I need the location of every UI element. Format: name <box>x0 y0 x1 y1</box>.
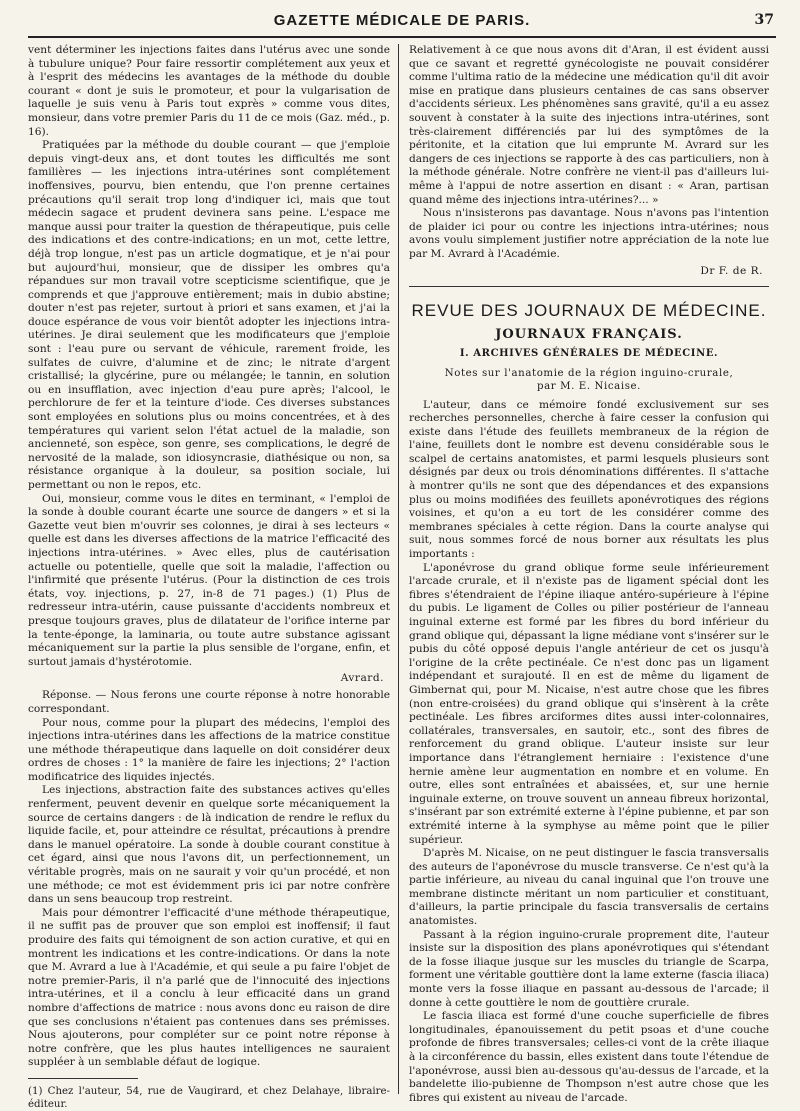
reply-paragraph: Relativement à ce que nous avons dit d'Aran, il est évident aussi que ce savant et regretté gynécologiste ne pouvait considérer comme l'ultima ratio de la médecine une médication qu'il dit avoir mise en pratique dans plusieurs centaines de cas sans observer d'accidents sérieux. Les phénomènes sans gravité, qu'il a eu assez souvent à constater à la suite des injections intra-utérines, sont très-clairement différenciés par lui des symptômes de la péritonite, et la citation que lui emprunte M. Avrard sur les dangers de ces injections se rapporte à des cas particuliers, non à la méthode générale. Notre confrère ne vient-il pas d'ailleurs lui-même à l'appui de notre assertion en disant : « Aran, partisan quand même des injections intra-utérines?... » <box>409 44 769 206</box>
subsection-title: I. ARCHIVES GÉNÉRALES DE MÉDECINE. <box>459 347 719 359</box>
article-paragraph: D'après M. Nicaise, on ne peut distinguer le fascia transversalis des auteurs de l'aponévrose du muscle transverse. Ce n'est qu'à la partie inférieure, au niveau du canal inguinal que l'on trouve une membrane distincte méritant un nom particulier et constituant, d'ailleurs, la partie principale du fascia transversalis de certains anatomistes. <box>409 847 769 928</box>
article-title-line: Notes sur l'anatomie de la région inguino-crurale, <box>444 367 734 379</box>
footnote-divider <box>28 1078 138 1079</box>
article-author: par M. E. Nicaise. <box>536 380 642 392</box>
letter-paragraph: vent déterminer les injections faites dans l'utérus avec une sonde à tubulure unique? Pour faire ressortir complétement aux yeux et à l'esprit des médecins les avantages de la méthode du double courant « dont je suis le promoteur, et pour la vulgarisation de laquelle je suis venu à Paris tout exprès » comme vous dites, monsieur, dans votre premier Paris du 11 de ce mois (Gaz. méd., p. 16). <box>28 44 390 138</box>
article-paragraph: L'aponévrose du grand oblique forme seule inférieurement l'arcade crurale, et il n'existe pas de ligament spécial dont les fibres s'étendraient de l'épine iliaque antéro-supérieure à l'épine du pubis. Le ligament de Colles ou pilier postérieur de l'anneau inguinal externe est formé par les fibres du bord inférieur du grand oblique qui, dépassant la ligne médiane vont s'insérer sur le pubis du côté opposé depuis l'angle antérieur de cet os jusqu'à l'origine de la crête pectinéale. Ce n'est donc pas un ligament indépendant et surajouté. Il en est de même du ligament de Gimbernat qui, pour M. Nicaise, n'est autre chose que les fibres (non entre-croisées) du grand oblique qui s'insèrent à la crête pectinéale. Les fibres arciformes dites aussi inter-colonnaires, collatérales, transversales, en sautoir, etc., sont des fibres de renforcement du grand oblique. L'auteur insiste sur leur importance dans l'étranglement herniaire : l'existence d'une hernie amène leur augmentation en nombre et en volume. En outre, elles sont entraînées et abaissées, et, sur une hernie inguinale externe, on trouve souvent un anneau fibreux horizontal, s'insérant par son extrémité externe à l'épine pubienne, et par son extrémité interne à la symphyse au même point que le pilier supérieur. <box>409 561 769 846</box>
article-title <box>409 367 769 393</box>
left-column <box>28 44 398 1110</box>
running-header <box>28 10 776 38</box>
two-column-body <box>28 44 776 1110</box>
article-paragraph: Le fascia iliaca est formé d'une couche superficielle de fibres longitudinales, épanouissement du petit psoas et d'une couche profonde de fibres transversales; celles-ci vont de la crête iliaque à la circonférence du bassin, elles existent dans toute l'étendue de l'aponévrose, aussi bien au-dessous qu'au-dessus de l'arcade, et la bandelette ilio-pubienne de Thompson n'est autre chose que les fibres qui existent au niveau de l'arcade. <box>409 1010 769 1104</box>
journal-title: GAZETTE MÉDICALE DE PARIS. <box>273 12 531 29</box>
reply-paragraph: Pour nous, comme pour la plupart des médecins, l'emploi des injections intra-utérines dans les affections de la matrice constitue une méthode thérapeutique dans laquelle on doit considérer deux ordres de choses : 1° la manière de faire les injections; 2° l'action modificatrice des liquides injectés. <box>28 716 390 783</box>
article-paragraph: L'auteur, dans ce mémoire fondé exclusivement sur ses recherches personnelles, cherche à faire cesser la confusion qui existe dans l'étude des feuillets membraneux de la région de l'aine, feuillets dont le nombre est devenu considérable sous le scalpel de certains anatomistes, et parmi lesquels plusieurs sont désignés par deux ou trois dénominations différentes. Il s'attache à montrer qu'ils ne sont que des dépendances et des expansions plus ou moins modifiées des feuillets aponévrotiques des régions voisines, et qu'on a eu tort de les considérer comme des membranes spéciales à cette région. Dans la courte analyse qui suit, nous sommes forcé de nous borner aux résultats les plus importants : <box>409 398 769 561</box>
reply-paragraph: Mais pour démontrer l'efficacité d'une méthode thérapeutique, il ne suffit pas de prouver que son emploi est inoffensif; il faut produire des faits qui témoignent de son action curative, et qui en montrent les indications et les contre-indications. Or dans la note que M. Avrard a lue à l'Académie, et qui seule a pu faire l'objet de notre premier-Paris, il n'a parlé que de l'innocuité des injections intra-utérines, et il a conclu à leur efficacité dans un grand nombre d'affections de matrice : nous avons donc eu raison de dire que ses conclusions n'étaient pas contenues dans ses prémisses. Nous ajouterons, pour compléter sur ce point notre réponse à notre confrère, que les plus hautes intelligences ne sauraient suppléer à un semblable défaut de logique. <box>28 906 390 1069</box>
right-column <box>399 44 769 1104</box>
article-paragraph: Passant à la région inguino-crurale proprement dite, l'auteur insiste sur la disposition des plans aponévrotiques qui s'étendant de la fosse iliaque jusque sur les muscles du triangle de Scarpa, forment une véritable gouttière dont la lame externe (fascia iliaca) monte vers la fosse iliaque en passant au-dessous de l'arcade; il donne à cette gouttière le nom de gouttière crurale. <box>409 928 769 1009</box>
reply-paragraph: Réponse. — Nous ferons une courte réponse à notre honorable correspondant. <box>28 689 390 715</box>
reply-signature: Dr F. de R. <box>700 264 763 277</box>
letter-paragraph: Oui, monsieur, comme vous le dites en terminant, « l'emploi de la sonde à double courant écarte une source de dangers » et si la Gazette veut bien m'ouvrir ses colonnes, je dirai à ses lecteurs « quelle est dans les diverses affections de la matrice l'efficacité des injections intra-utérines. » Avec elles, plus de cautérisation actuelle ou potentielle, quelle que soit la maladie, l'affection ou l'infirmité que présente l'utérus. (Pour la distinction de ces trois états, voy. injections, p. 27, in-8 de 71 pages.) (1) Plus de redresseur intra-utérin, cause puissante d'accidents nombreux et presque toujours graves, plus de dilatateur de l'orifice interne par la tente-éponge, la laminaria, ou toute autre substance agissant mécaniquement sur la partie la plus sensible de l'organe, enfin, et surtout jamais d'hystérotomie. <box>28 492 390 668</box>
letter-paragraph: Pratiquées par la méthode du double courant — que j'emploie depuis vingt-deux ans, et dont toutes les difficultés me sont familières — les injections intra-utérines sont complétement inoffensives, pourvu, bien entendu, que l'on prenne certaines précautions qu'il serait trop long d'indiquer ici, mais que tout médecin sagace et prudent devinera sans peine. L'espace me manque aussi pour traiter la question de thérapeutique, puis celle des indications et des contre-indications; en un mot, cette lettre, déjà trop longue, n'est pas un article dogmatique, et je n'ai pour but aujourd'hui, monsieur, que de dissiper les ombres qu'a répandues sur mon travail votre scepticisme scientifique, que je comprends et que j'approuve entièrement; mais in dubio abstine; douter n'est pas rejeter, surtout à priori et sans examen, et j'ai la douce espérance de vous voir bientôt adopter les injections intra-utérines. Je dirai seulement que les modificateurs que j'emploie sont : l'eau pure ou servant de véhicule, rarement froide, les sulfates de cuivre, d'alumine et de zinc; le nitrate d'argent cristallisé; la glycérine, pure ou mélangée; le tannin, en solution ou en insufflation, avec injection d'eau pure après; l'alcool, le perchlorure de fer et la teinture d'iode. Ces diverses substances sont employées en solutions plus ou moins concentrées, et à des températures qui varient selon l'état actuel de la maladie, son ancienneté, son espèce, son genre, ses complications, le degré de nervosité de la malade, son idiosyncrasie, diathésique ou non, sa résistance organique à la douleur, sa position sociale, lui permettant ou non le repos, etc. <box>28 139 390 491</box>
section-title: REVUE DES JOURNAUX DE MÉDECINE. <box>411 300 767 320</box>
reply-paragraph: Nous n'insisterons pas davantage. Nous n'avons pas l'intention de plaider ici pour ou contre les injections intra-utérines; nous avons voulu simplement justifier notre appréciation de la note lue par M. Avrard à l'Académie. <box>409 207 769 260</box>
page-number: 37 <box>754 12 774 28</box>
letter-signature: Avrard. <box>340 672 384 685</box>
reply-paragraph: Les injections, abstraction faite des substances actives qu'elles renferment, peuvent devenir en quelque sorte mécaniquement la source de certains dangers : de là indication de rendre le reflux du liquide facile, et, pour atteindre ce résultat, précautions à prendre dans le manuel opératoire. La sonde à double courant constitue à cet égard, ainsi que nous l'avons dit, un perfectionnement, un véritable progrès, mais on ne saurait y voir qu'un procédé, et non une méthode; ce mot est évidemment pris ici par notre confrère dans un sens beaucoup trop restreint. <box>28 784 390 906</box>
review-section <box>409 286 769 1106</box>
section-subtitle: JOURNAUX FRANÇAIS. <box>495 326 683 342</box>
footnote: (1) Chez l'auteur, 54, rue de Vaugirard, et chez Delahaye, libraire-éditeur. <box>28 1085 390 1110</box>
